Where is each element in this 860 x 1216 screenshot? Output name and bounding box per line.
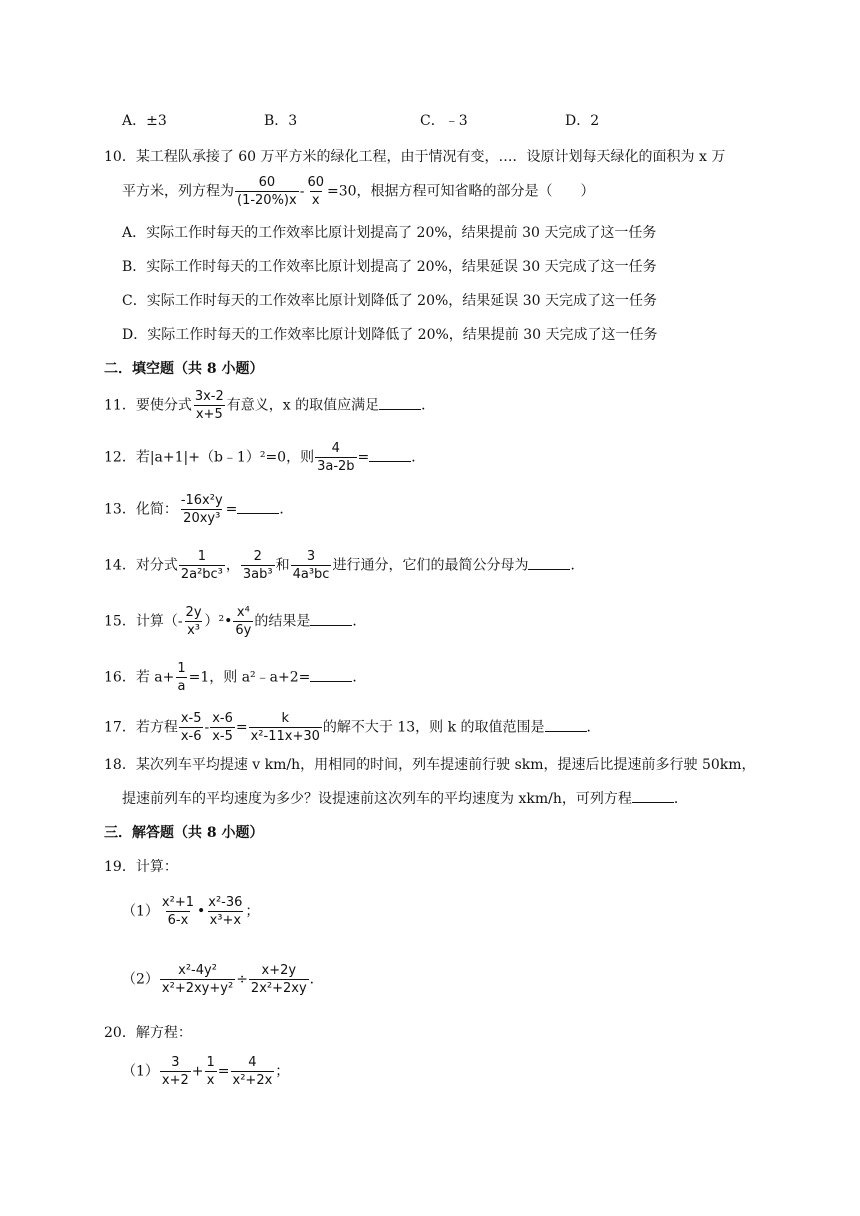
q20-f3-num: 4 bbox=[248, 1055, 257, 1070]
q15-fraction-1 bbox=[184, 604, 204, 639]
q18-line2-text: 提速前列车的平均速度为多少？设提速前这次列车的平均速度为 xkm/h，可列方程 bbox=[122, 791, 632, 807]
q19-p1-label: （1） bbox=[122, 903, 159, 920]
q17-f2-num: x-6 bbox=[212, 711, 233, 726]
q10-eq: =30，根据方程可知省略的部分是（ ） bbox=[326, 183, 595, 200]
q14-f1-den: 2a²bc³ bbox=[180, 567, 223, 582]
q10-fraction-2 bbox=[305, 174, 326, 209]
q19-p1-dot: • bbox=[197, 903, 206, 920]
q11-end: ． bbox=[421, 397, 436, 414]
q14-sep1: ， bbox=[225, 557, 240, 574]
q14-f3-den: 4a³bc bbox=[292, 567, 330, 582]
q17-f3-den: x²-11x+30 bbox=[250, 729, 320, 744]
q15-answer-blank[interactable] bbox=[310, 611, 352, 626]
q11-answer-blank[interactable] bbox=[379, 395, 421, 410]
q16-num: 1 bbox=[177, 661, 186, 676]
q19-p1-f1-num: x²+1 bbox=[161, 895, 194, 910]
q20-fraction-2 bbox=[205, 1054, 217, 1089]
q11-fraction bbox=[193, 388, 226, 423]
q14-f2-den: 3ab³ bbox=[242, 567, 273, 582]
q16 bbox=[104, 660, 366, 695]
q14-f3-num: 3 bbox=[306, 549, 316, 564]
q15-f2-num: x⁴ bbox=[236, 605, 250, 620]
q19-p2-fraction-1 bbox=[160, 962, 235, 997]
q16-end: ． bbox=[352, 669, 367, 686]
q19-p2-f2-den: 2x²+2xy bbox=[250, 981, 307, 996]
q17 bbox=[104, 710, 601, 745]
q10-f1-den: (1-20%)x bbox=[237, 193, 297, 208]
q20-p1-label: （1） bbox=[122, 1063, 159, 1080]
q15 bbox=[104, 604, 366, 639]
q10-option-c: C．实际工作时每天的工作效率比原计划降低了 20%，结果延误 30 天完成了这一任务 bbox=[122, 293, 657, 309]
q15-mid: ）²• bbox=[204, 613, 233, 630]
q19-title: 19．计算： bbox=[104, 859, 178, 875]
q17-prefix: 17．若方程 bbox=[104, 719, 178, 736]
q20-fraction-1 bbox=[160, 1054, 191, 1089]
q14-f2-num: 2 bbox=[253, 549, 262, 564]
q15-f1-num: 2y bbox=[185, 605, 202, 620]
q10-text-line1: 10．某工程队承接了 60 万平方米的绿化工程，由于情况有变，…．设原计划每天绿化的面积为 x 万 bbox=[104, 149, 726, 165]
q10-fraction-1 bbox=[235, 174, 299, 209]
q13 bbox=[104, 492, 293, 527]
q10-option-b: B．实际工作时每天的工作效率比原计划提高了 20%，结果延误 30 天完成了这一任务 bbox=[122, 259, 657, 275]
q17-f1-num: x-5 bbox=[180, 711, 202, 726]
q15-f1-den: x³ bbox=[187, 623, 200, 638]
q18-line1: 18．某次列车平均提速 v km/h，用相同的时间，列车提速前行驶 skm，提速后比提速前多行驶 50km， bbox=[104, 757, 756, 773]
q19-p2-label: （2） bbox=[122, 971, 159, 988]
q14-fraction-2 bbox=[241, 548, 275, 583]
q16-den: a bbox=[177, 679, 186, 694]
q14-answer-blank[interactable] bbox=[528, 555, 570, 570]
q20-part1 bbox=[122, 1054, 289, 1089]
q11-num: 3x-2 bbox=[194, 389, 224, 404]
q19-p2-f1-den: x²+2xy+y² bbox=[161, 981, 234, 996]
q20-eq: = bbox=[217, 1063, 230, 1080]
q19-part1 bbox=[122, 894, 259, 929]
q14-end: ． bbox=[570, 557, 585, 574]
q13-den: 20xy³ bbox=[183, 511, 221, 526]
q13-prefix: 13．化简： bbox=[104, 501, 178, 518]
q10-prefix: 平方米，列方程为 bbox=[122, 183, 234, 200]
q14 bbox=[104, 548, 584, 583]
q17-fraction-2 bbox=[210, 710, 235, 745]
q19-p1-f2-den: x³+x bbox=[209, 913, 242, 928]
q10-f1-num: 60 bbox=[258, 175, 276, 190]
q13-answer-blank[interactable] bbox=[237, 499, 279, 514]
q20-f1-den: x+2 bbox=[161, 1073, 189, 1088]
q16-prefix: 16．若 a+ bbox=[104, 669, 175, 686]
q19-p1-fraction-1 bbox=[160, 894, 196, 929]
q15-f2-den: 6y bbox=[235, 623, 252, 638]
q19-p2-end: ． bbox=[309, 971, 324, 988]
q17-answer-blank[interactable] bbox=[545, 717, 587, 732]
q10-minus: - bbox=[299, 183, 305, 200]
q19-p1-f2-num: x²-36 bbox=[208, 895, 243, 910]
q10-f2-num: 60 bbox=[307, 175, 324, 190]
q14-f1-num: 1 bbox=[197, 549, 206, 564]
q10-option-d: D．实际工作时每天的工作效率比原计划降低了 20%，结果提前 30 天完成了这一任务 bbox=[122, 327, 658, 343]
q11 bbox=[104, 388, 435, 423]
q12 bbox=[104, 440, 425, 475]
q12-suffix: = bbox=[357, 449, 370, 466]
q13-num: -16x²y bbox=[180, 493, 223, 508]
section-3-title: 三．解答题（共 8 小题） bbox=[104, 825, 264, 841]
q20-f3-den: x²+2x bbox=[232, 1073, 273, 1088]
q19-p2-div: ÷ bbox=[236, 971, 248, 988]
q19-part2 bbox=[122, 962, 324, 997]
q20-plus: + bbox=[191, 1063, 204, 1080]
q18-answer-blank[interactable] bbox=[632, 788, 674, 803]
q12-fraction bbox=[315, 440, 356, 475]
q16-suffix: =1，则 a²﹣a+2= bbox=[188, 669, 311, 686]
q17-eq: = bbox=[235, 719, 248, 736]
q9-option-d: D．2 bbox=[565, 113, 600, 129]
q17-f1-den: x-6 bbox=[180, 729, 202, 744]
q19-p1-f1-den: 6-x bbox=[167, 913, 189, 928]
q19-p2-f1-num: x²-4y² bbox=[178, 963, 217, 978]
q18-line2 bbox=[122, 788, 688, 808]
q14-sep2: 和 bbox=[275, 557, 290, 574]
q20-fraction-3 bbox=[231, 1054, 275, 1089]
q15-suffix: 的结果是 bbox=[254, 613, 311, 630]
q12-end: ． bbox=[411, 449, 426, 466]
q16-fraction bbox=[175, 660, 187, 695]
q18-end: ． bbox=[673, 791, 688, 807]
q9-option-b: B．3 bbox=[264, 113, 298, 129]
q17-f3-num: k bbox=[281, 711, 289, 726]
q17-fraction-3 bbox=[249, 710, 322, 745]
q17-suffix: 的解不大于 13，则 k 的取值范围是 bbox=[322, 719, 545, 736]
q14-fraction-3 bbox=[291, 548, 332, 583]
q9-option-c: C．﹣3 bbox=[420, 113, 468, 129]
q15-fraction-2 bbox=[233, 604, 253, 639]
q10-text-line2 bbox=[122, 174, 595, 209]
q20-end: ； bbox=[275, 1063, 290, 1080]
q13-suffix: = bbox=[225, 501, 238, 518]
q13-fraction bbox=[179, 492, 225, 527]
q9-option-a: A．±3 bbox=[122, 113, 167, 129]
q20-f2-den: x bbox=[206, 1073, 215, 1088]
q19-p1-end: ； bbox=[245, 903, 260, 920]
q19-p1-fraction-2 bbox=[206, 894, 244, 929]
q12-num: 4 bbox=[331, 441, 340, 456]
q20-f2-num: 1 bbox=[206, 1055, 215, 1070]
q20-title: 20．解方程： bbox=[104, 1025, 192, 1041]
q14-fraction-1 bbox=[179, 548, 225, 583]
q13-end: ． bbox=[279, 501, 294, 518]
q15-end: ． bbox=[352, 613, 367, 630]
q17-minus: - bbox=[204, 719, 210, 736]
q11-suffix: 有意义，x 的取值应满足 bbox=[226, 397, 380, 414]
q17-end: ． bbox=[586, 719, 601, 736]
q14-prefix: 14．对分式 bbox=[104, 557, 178, 574]
q11-den: x+5 bbox=[195, 407, 223, 422]
q12-prefix: 12．若|a+1|+（b﹣1）²=0，则 bbox=[104, 449, 315, 466]
q19-p2-f2-num: x+2y bbox=[261, 963, 297, 978]
q10-f2-den: x bbox=[311, 193, 320, 208]
q14-suffix: 进行通分，它们的最简公分母为 bbox=[332, 557, 529, 574]
q15-prefix: 15．计算（- bbox=[104, 613, 183, 630]
q20-f1-num: 3 bbox=[171, 1055, 180, 1070]
q17-f2-den: x-5 bbox=[212, 729, 233, 744]
q12-den: 3a-2b bbox=[317, 459, 355, 474]
section-2-title: 二．填空题（共 8 小题） bbox=[104, 361, 264, 377]
q16-answer-blank[interactable] bbox=[310, 667, 352, 682]
q19-p2-fraction-2 bbox=[249, 962, 309, 997]
q12-answer-blank[interactable] bbox=[369, 447, 411, 462]
q17-fraction-1 bbox=[179, 710, 204, 745]
q10-option-a: A．实际工作时每天的工作效率比原计划提高了 20%，结果提前 30 天完成了这一任务 bbox=[122, 225, 657, 241]
q11-prefix: 11．要使分式 bbox=[104, 397, 192, 414]
